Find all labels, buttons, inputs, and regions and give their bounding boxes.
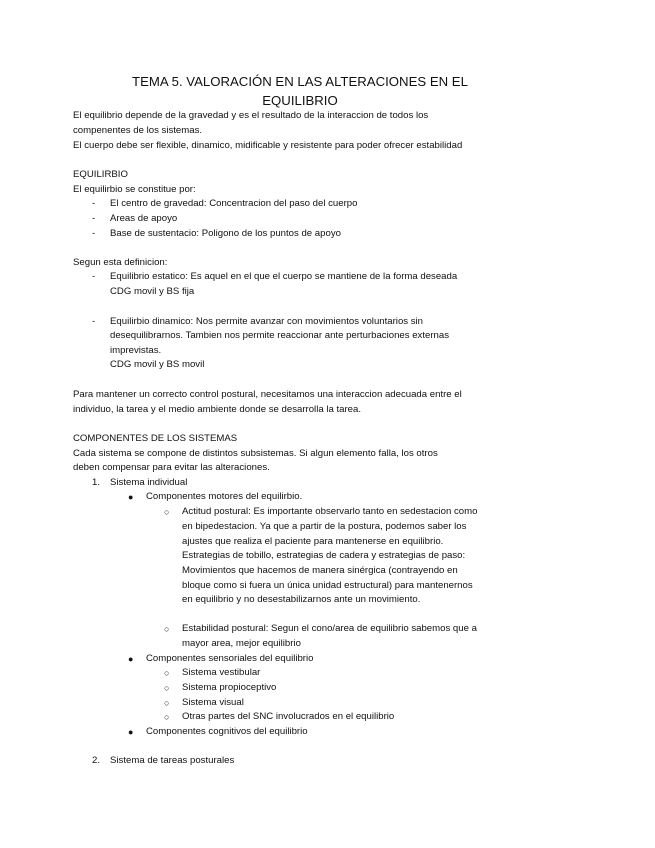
list-item: Equilirbio dinamico: Nos permite avanzar con movimientos voluntarios sin xyxy=(110,316,424,327)
paragraph-line: Para mantener un correcto control postural, necesitamos una interaccion adecuada entre el xyxy=(73,389,462,400)
list-item: Componentes motores del equilirbio. xyxy=(146,491,303,502)
list-item: Base de sustentacio: Poligono de los puntos de apoyo xyxy=(110,228,341,239)
dash-bullet: - xyxy=(92,316,96,327)
section-heading-componentes: COMPONENTES DE LOS SISTEMAS xyxy=(73,433,238,444)
list-item: Otras partes del SNC involucrados en el equilibrio xyxy=(182,711,395,722)
list-item-continuation: desequilibrarnos. Tambien nos permite reaccionar ante perturbaciones externas xyxy=(110,330,449,341)
list-item-continuation: bloque como si fuera un única unidad estructural) para mantenernos xyxy=(182,580,473,591)
list-item-continuation: ajustes que realiza el paciente para mantenerse en equilibrio. xyxy=(182,536,444,547)
list-number: 1. xyxy=(92,477,101,488)
list-item: El centro de gravedad: Concentracion del paso del cuerpo xyxy=(110,198,358,209)
hollow-bullet: ○ xyxy=(164,698,170,708)
list-item: Sistema visual xyxy=(182,697,244,708)
intro-line-2: compenentes de los sistemas. xyxy=(73,125,203,136)
filled-bullet: ● xyxy=(128,727,134,737)
hollow-bullet: ○ xyxy=(164,712,170,722)
title-line-2: EQUILIBRIO xyxy=(262,93,338,108)
equilibrio-lead: El equilirbio se constitue por: xyxy=(73,184,196,195)
list-item-continuation: Estrategias de tobillo, estrategias de cadera y estrategias de paso: xyxy=(182,550,466,561)
list-item-continuation: en bipedestacion. Ya que a partir de la postura, podemos saber los xyxy=(182,521,467,532)
list-item: Sistema vestibular xyxy=(182,667,261,678)
document-title xyxy=(60,72,540,110)
title-line-1: TEMA 5. VALORACIÓN EN LAS ALTERACIONES EN EL xyxy=(132,74,468,89)
list-item-continuation: en equilibrio y no desestabilizarnos ante un movimiento. xyxy=(182,594,421,605)
intro-line-1: El equilibrio depende de la gravedad y es el resultado de la interaccion de todos los xyxy=(73,110,429,121)
dash-bullet: - xyxy=(92,228,96,239)
dash-bullet: - xyxy=(92,198,96,209)
list-number: 2. xyxy=(92,755,101,766)
hollow-bullet: ○ xyxy=(164,624,170,634)
filled-bullet: ● xyxy=(128,654,134,664)
list-item: Actitud postural: Es importante observarlo tanto en sedestacion como xyxy=(182,506,478,517)
list-item: Estabilidad postural: Segun el cono/area de equilibrio sabemos que a xyxy=(182,623,477,634)
list-item: Equilibrio estatico: Es aquel en el que el cuerpo se mantiene de la forma deseada xyxy=(110,271,458,282)
list-item: Componentes cognitivos del equilibrio xyxy=(146,726,308,737)
definicion-lead: Segun esta definicion: xyxy=(73,257,168,268)
paragraph-line: Cada sistema se compone de distintos subsistemas. Si algun elemento falla, los otros xyxy=(73,448,438,459)
dash-bullet: - xyxy=(92,271,96,282)
list-item-continuation: imprevistas. xyxy=(110,345,162,356)
paragraph-line: individuo, la tarea y el medio ambiente donde se desarrolla la tarea. xyxy=(73,404,361,415)
list-item-continuation: mayor area, mejor equilibrio xyxy=(182,638,301,649)
list-item-continuation: CDG movil y BS fija xyxy=(110,286,195,297)
list-item: Areas de apoyo xyxy=(110,213,178,224)
hollow-bullet: ○ xyxy=(164,683,170,693)
intro-line-3: El cuerpo debe ser flexible, dinamico, midificable y resistente para poder ofrecer estabilidad xyxy=(73,140,463,151)
filled-bullet: ● xyxy=(128,492,134,502)
list-item: Sistema de tareas posturales xyxy=(110,755,235,766)
paragraph-line: deben compensar para evitar las alteraciones. xyxy=(73,462,270,473)
dash-bullet: - xyxy=(92,213,96,224)
list-item-continuation: Movimientos que hacemos de manera sinérgica (contrayendo en xyxy=(182,565,458,576)
hollow-bullet: ○ xyxy=(164,507,170,517)
list-item: Sistema propioceptivo xyxy=(182,682,277,693)
list-item-continuation: CDG movil y BS movil xyxy=(110,359,205,370)
section-heading-equilibrio: EQUILIRBIO xyxy=(73,169,128,180)
hollow-bullet: ○ xyxy=(164,668,170,678)
list-item: Sistema individual xyxy=(110,477,188,488)
list-item: Componentes sensoriales del equilibrio xyxy=(146,653,314,664)
